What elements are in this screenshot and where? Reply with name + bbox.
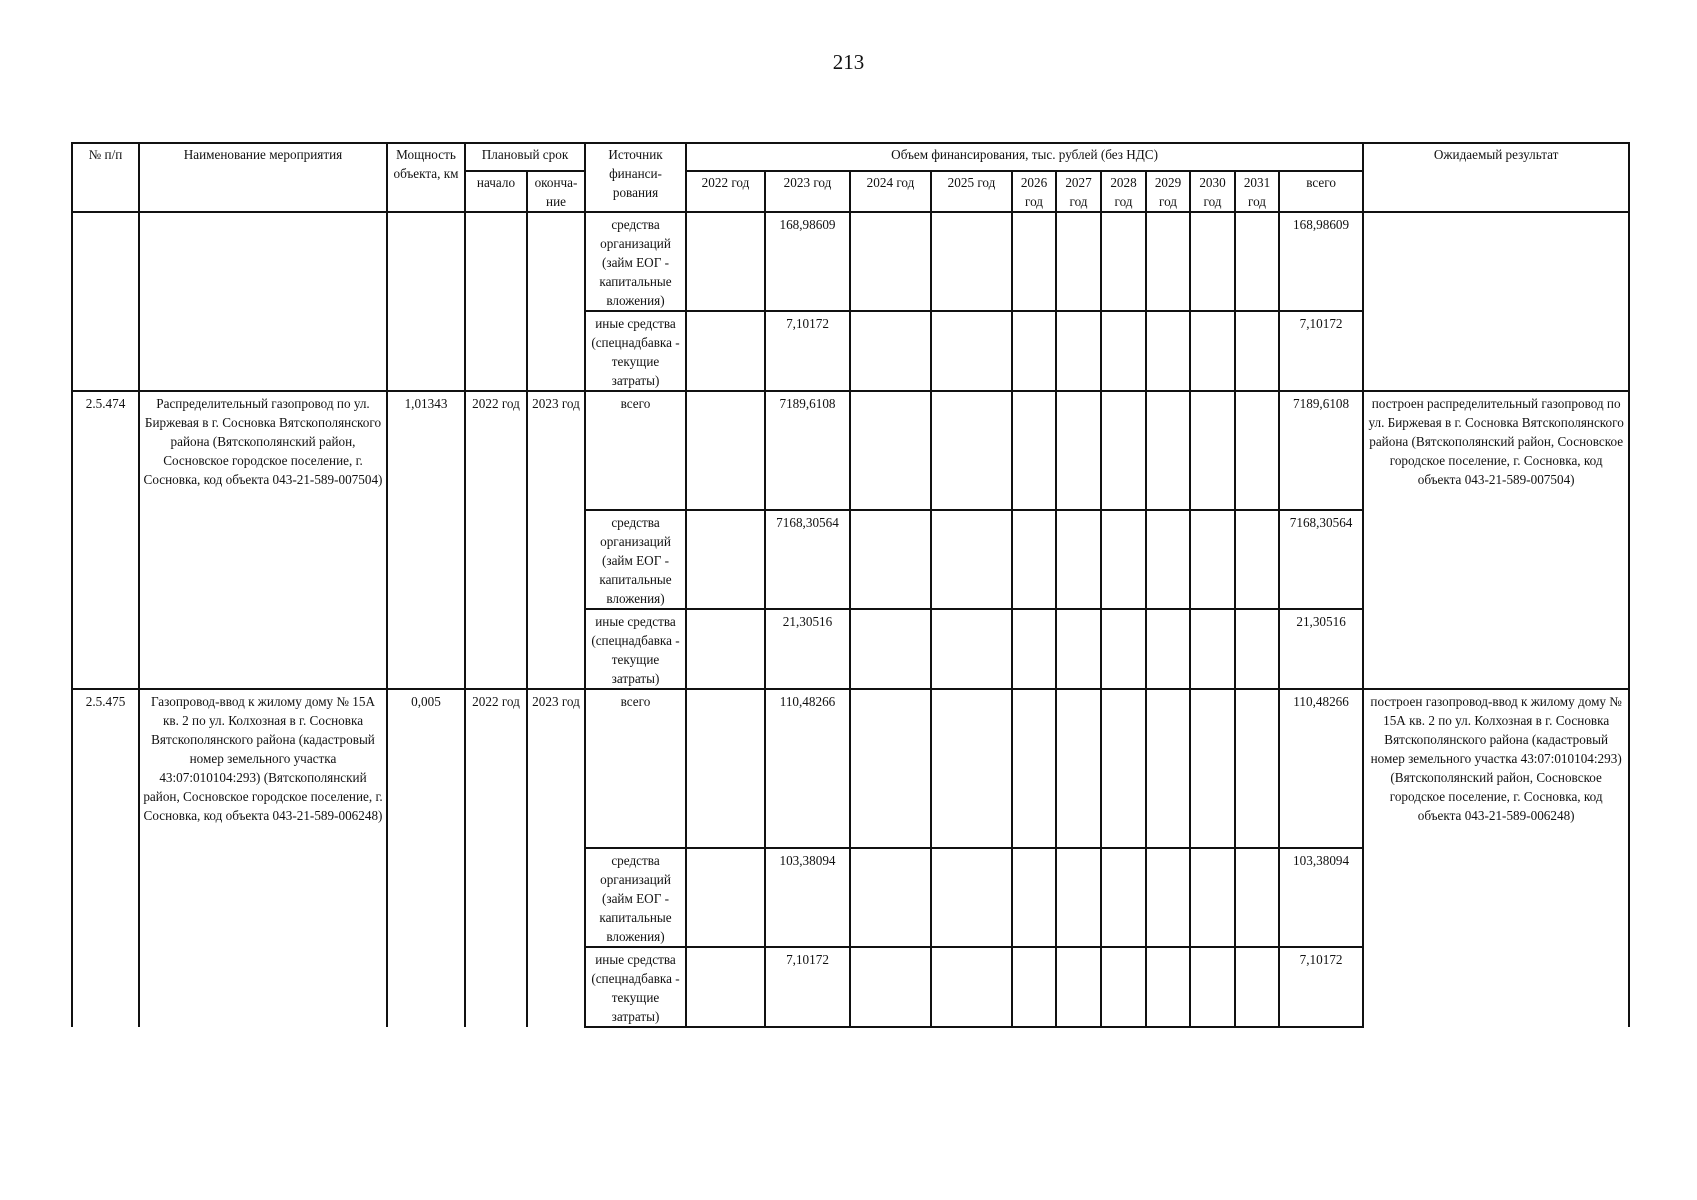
- cell-total: 7,10172: [1279, 947, 1363, 1027]
- header-source: Источник финанси-рования: [585, 143, 686, 212]
- cell-source: всего: [585, 689, 686, 848]
- header-year: 2025 год: [931, 171, 1012, 212]
- cell-source: иные средства (спецнадбавка - текущие затраты): [585, 609, 686, 689]
- header-year: 2022 год: [686, 171, 765, 212]
- cell-y2030: [1190, 510, 1235, 609]
- cell-y2025: [931, 510, 1012, 609]
- cell-y2028: [1101, 947, 1146, 1027]
- cell-y2026: [1012, 609, 1056, 689]
- page-number: 213: [832, 50, 865, 74]
- cell-total: 110,48266: [1279, 689, 1363, 848]
- cell-y2028: [1101, 609, 1146, 689]
- cell-y2028: [1101, 311, 1146, 391]
- cell-y2030: [1190, 689, 1235, 848]
- header-year: 2029 год: [1146, 171, 1190, 212]
- cell-end: 2023 год: [527, 689, 585, 1027]
- cell-total: 21,30516: [1279, 609, 1363, 689]
- cell-y2022: [686, 311, 765, 391]
- cell-source: иные средства (спецнадбавка - текущие затраты): [585, 947, 686, 1027]
- header-total: всего: [1279, 171, 1363, 212]
- cell-y2023: 110,48266: [765, 689, 850, 848]
- header-year: 2028 год: [1101, 171, 1146, 212]
- cell-y2027: [1056, 848, 1101, 947]
- header-result: Ожидаемый результат: [1363, 143, 1629, 212]
- cell-result: построен газопровод-ввод к жилому дому № 15А кв. 2 по ул. Колхозная в г. Сосновка Вятскополянского района (кадастровый номер земельного участка 43:07:010104:293) (Вятскополянский район, Сосновское городское поселение, г. Сосновка, код объекта 043-21-589-006248): [1363, 689, 1629, 1027]
- cell-total: 168,98609: [1279, 212, 1363, 311]
- header-start: начало: [465, 171, 527, 212]
- cell-y2024: [850, 609, 931, 689]
- cell-y2027: [1056, 510, 1101, 609]
- cell-y2027: [1056, 311, 1101, 391]
- cell-y2030: [1190, 311, 1235, 391]
- cell-y2030: [1190, 848, 1235, 947]
- cell-y2028: [1101, 212, 1146, 311]
- cell-y2029: [1146, 609, 1190, 689]
- funding-table: [71, 142, 1630, 1028]
- cell-y2025: [931, 609, 1012, 689]
- cell-start: 2022 год: [465, 391, 527, 689]
- cell-y2023: 168,98609: [765, 212, 850, 311]
- cell-y2026: [1012, 212, 1056, 311]
- cell-y2024: [850, 689, 931, 848]
- cell-y2031: [1235, 947, 1279, 1027]
- cell-source: средства организаций (займ ЕОГ - капитальные вложения): [585, 212, 686, 311]
- cell-y2024: [850, 212, 931, 311]
- cell-y2024: [850, 947, 931, 1027]
- cell-y2023: 7,10172: [765, 311, 850, 391]
- cell-y2023: 21,30516: [765, 609, 850, 689]
- cell-y2031: [1235, 391, 1279, 510]
- cell-y2025: [931, 212, 1012, 311]
- table-row: [72, 391, 1629, 510]
- cell-y2029: [1146, 391, 1190, 510]
- cell-y2025: [931, 848, 1012, 947]
- cell-total: 7,10172: [1279, 311, 1363, 391]
- cell-y2027: [1056, 212, 1101, 311]
- cell-y2022: [686, 391, 765, 510]
- cell-y2027: [1056, 689, 1101, 848]
- header-year: 2024 год: [850, 171, 931, 212]
- cell-y2027: [1056, 391, 1101, 510]
- cell-total: 103,38094: [1279, 848, 1363, 947]
- cell-name: [139, 212, 387, 391]
- table-row: [72, 212, 1629, 311]
- cell-y2023: 103,38094: [765, 848, 850, 947]
- cell-y2022: [686, 609, 765, 689]
- cell-num: [72, 212, 139, 391]
- cell-name: Газопровод-ввод к жилому дому № 15А кв. 2 по ул. Колхозная в г. Сосновка Вятскополянского района (кадастровый номер земельного участка 43:07:010104:293) (Вятскополянский район, Сосновское городское поселение, г. Сосновка, код объекта 043-21-589-006248): [139, 689, 387, 1027]
- header-num: № п/п: [72, 143, 139, 212]
- cell-y2028: [1101, 510, 1146, 609]
- cell-power: 1,01343: [387, 391, 465, 689]
- cell-y2025: [931, 947, 1012, 1027]
- cell-y2026: [1012, 391, 1056, 510]
- cell-y2029: [1146, 510, 1190, 609]
- header-name: Наименование мероприятия: [139, 143, 387, 212]
- cell-y2028: [1101, 848, 1146, 947]
- cell-y2028: [1101, 689, 1146, 848]
- cell-y2025: [931, 311, 1012, 391]
- header-power: Мощность объекта, км: [387, 143, 465, 212]
- header-year: 2026 год: [1012, 171, 1056, 212]
- cell-y2024: [850, 848, 931, 947]
- cell-num: 2.5.475: [72, 689, 139, 1027]
- cell-power: [387, 212, 465, 391]
- cell-y2029: [1146, 311, 1190, 391]
- cell-y2025: [931, 391, 1012, 510]
- cell-y2029: [1146, 689, 1190, 848]
- cell-end: [527, 212, 585, 391]
- cell-y2023: 7168,30564: [765, 510, 850, 609]
- cell-y2028: [1101, 391, 1146, 510]
- cell-y2026: [1012, 848, 1056, 947]
- cell-source: иные средства (спецнадбавка - текущие затраты): [585, 311, 686, 391]
- cell-y2029: [1146, 212, 1190, 311]
- cell-start: 2022 год: [465, 689, 527, 1027]
- cell-total: 7168,30564: [1279, 510, 1363, 609]
- table-row: [72, 689, 1629, 848]
- cell-num: 2.5.474: [72, 391, 139, 689]
- cell-start: [465, 212, 527, 391]
- cell-y2031: [1235, 212, 1279, 311]
- header-end: оконча-ние: [527, 171, 585, 212]
- header-funding: Объем финансирования, тыс. рублей (без НДС): [686, 143, 1363, 171]
- cell-y2026: [1012, 689, 1056, 848]
- cell-result: [1363, 212, 1629, 391]
- cell-y2024: [850, 311, 931, 391]
- cell-y2024: [850, 391, 931, 510]
- cell-y2022: [686, 689, 765, 848]
- cell-y2026: [1012, 510, 1056, 609]
- cell-source: средства организаций (займ ЕОГ - капитальные вложения): [585, 848, 686, 947]
- cell-source: всего: [585, 391, 686, 510]
- header-year: 2031 год: [1235, 171, 1279, 212]
- cell-y2030: [1190, 947, 1235, 1027]
- cell-y2022: [686, 212, 765, 311]
- cell-end: 2023 год: [527, 391, 585, 689]
- cell-y2031: [1235, 609, 1279, 689]
- cell-y2026: [1012, 947, 1056, 1027]
- header-year: 2027 год: [1056, 171, 1101, 212]
- cell-y2029: [1146, 848, 1190, 947]
- cell-y2022: [686, 848, 765, 947]
- cell-y2022: [686, 510, 765, 609]
- cell-y2027: [1056, 609, 1101, 689]
- cell-y2031: [1235, 510, 1279, 609]
- cell-y2026: [1012, 311, 1056, 391]
- cell-power: 0,005: [387, 689, 465, 1027]
- cell-y2023: 7,10172: [765, 947, 850, 1027]
- header-year: 2030 год: [1190, 171, 1235, 212]
- cell-y2023: 7189,6108: [765, 391, 850, 510]
- cell-y2030: [1190, 212, 1235, 311]
- cell-y2024: [850, 510, 931, 609]
- cell-y2031: [1235, 311, 1279, 391]
- cell-y2031: [1235, 848, 1279, 947]
- cell-result: построен распределительный газопровод по ул. Биржевая в г. Сосновка Вятскополянского района (Вятскополянский район, Сосновское городское поселение, г. Сосновка, код объекта 043-21-589-007504): [1363, 391, 1629, 689]
- cell-y2030: [1190, 391, 1235, 510]
- header-plan: Плановый срок: [465, 143, 585, 171]
- cell-y2025: [931, 689, 1012, 848]
- cell-y2027: [1056, 947, 1101, 1027]
- cell-y2030: [1190, 609, 1235, 689]
- cell-name: Распределительный газопровод по ул. Биржевая в г. Сосновка Вятскополянского района (Вятскополянский район, Сосновское городское поселение, г. Сосновка, код объекта 043-21-589-007504): [139, 391, 387, 689]
- cell-y2031: [1235, 689, 1279, 848]
- header-year: 2023 год: [765, 171, 850, 212]
- cell-y2022: [686, 947, 765, 1027]
- cell-total: 7189,6108: [1279, 391, 1363, 510]
- cell-source: средства организаций (займ ЕОГ - капитальные вложения): [585, 510, 686, 609]
- cell-y2029: [1146, 947, 1190, 1027]
